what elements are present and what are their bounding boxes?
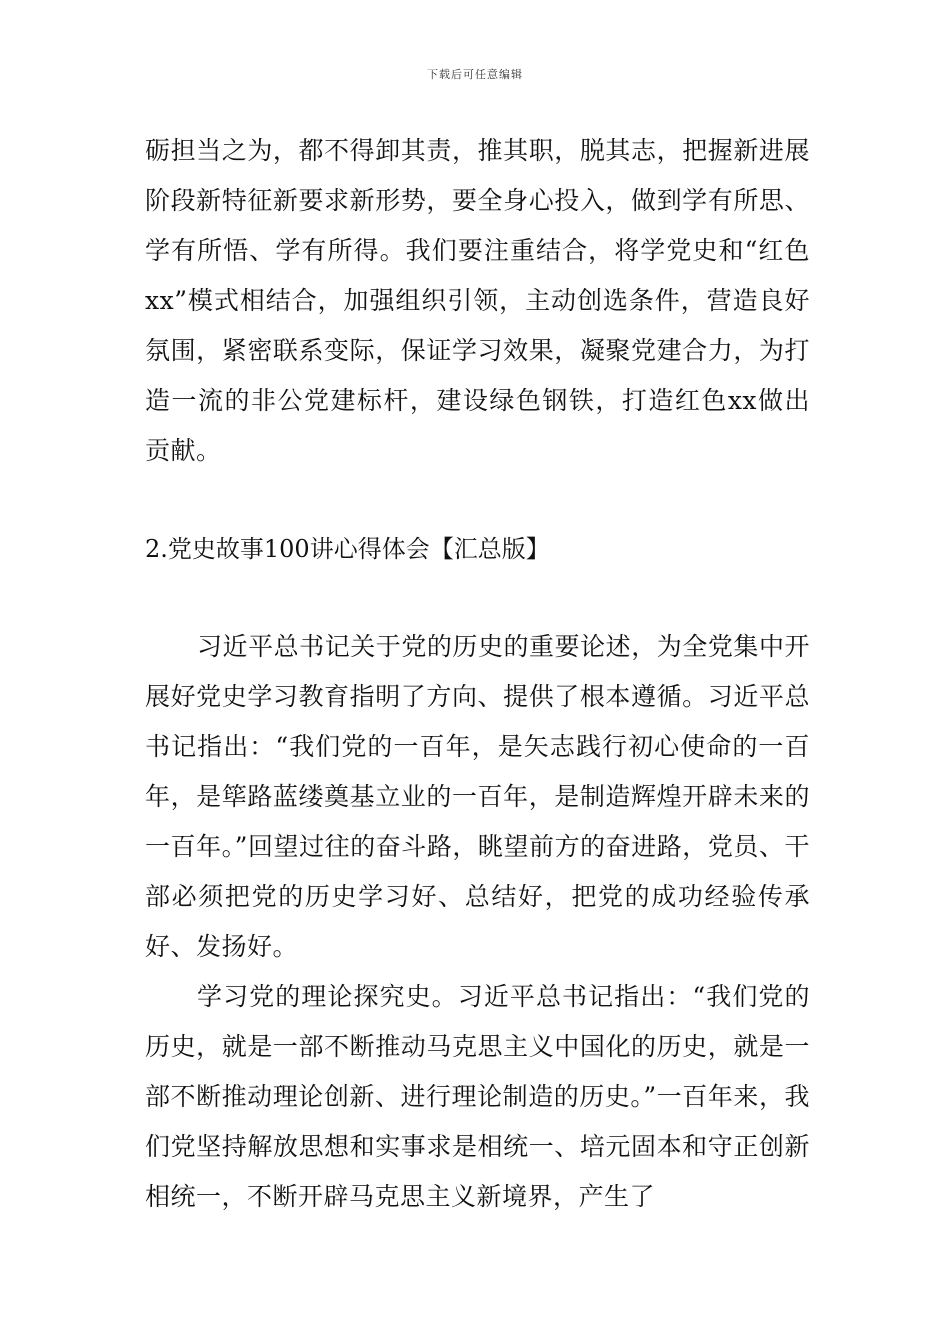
spacer [145,476,810,524]
page-header-note: 下载后可任意编辑 [427,68,523,81]
document-body [145,126,810,1222]
section-heading: 2.党史故事100讲心得体会【汇总版】 [145,535,550,563]
paragraph-intro: 习近平总书记关于党的历史的重要论述，为全党集中开展好党史学习教育指明了方向、提供了根本遵循。习近平总书记指出：“我们党的一百年，是矢志践行初心使命的一百年，是筚路蓝缕奠基立业的一百年，是制造辉煌开辟未来的一百年。”回望过往的奋斗路，眺望前方的奋进路，党员、干部必须把党的历史学习好、总结好，把党的成功经验传承好、发扬好。 [145,632,810,961]
paragraph-theory-history: 学习党的理论探究史。习近平总书记指出：“我们党的历史，就是一部不断推动马克思主义中国化的历史，就是一部不断推动理论创新、进行理论制造的历史。”一百年来，我们党坚持解放思想和实事求是相统一、培元固本和守正创新相统一，不断开辟马克思主义新境界，产生了 [145,982,810,1211]
paragraph-continued: 砺担当之为，都不得卸其责，推其职，脱其志，把握新进展阶段新特征新要求新形势，要全身心投入，做到学有所思、学有所悟、学有所得。我们要注重结合，将学党史和“红色xx”模式相结合，加强组织引领，主动创选条件，营造良好氛围，紧密联系变际，保证学习效果，凝聚党建合力，为打造一流的非公党建标杆，建设绿色钢铁，打造红色xx做出贡献。 [145,136,810,465]
spacer [145,574,810,622]
